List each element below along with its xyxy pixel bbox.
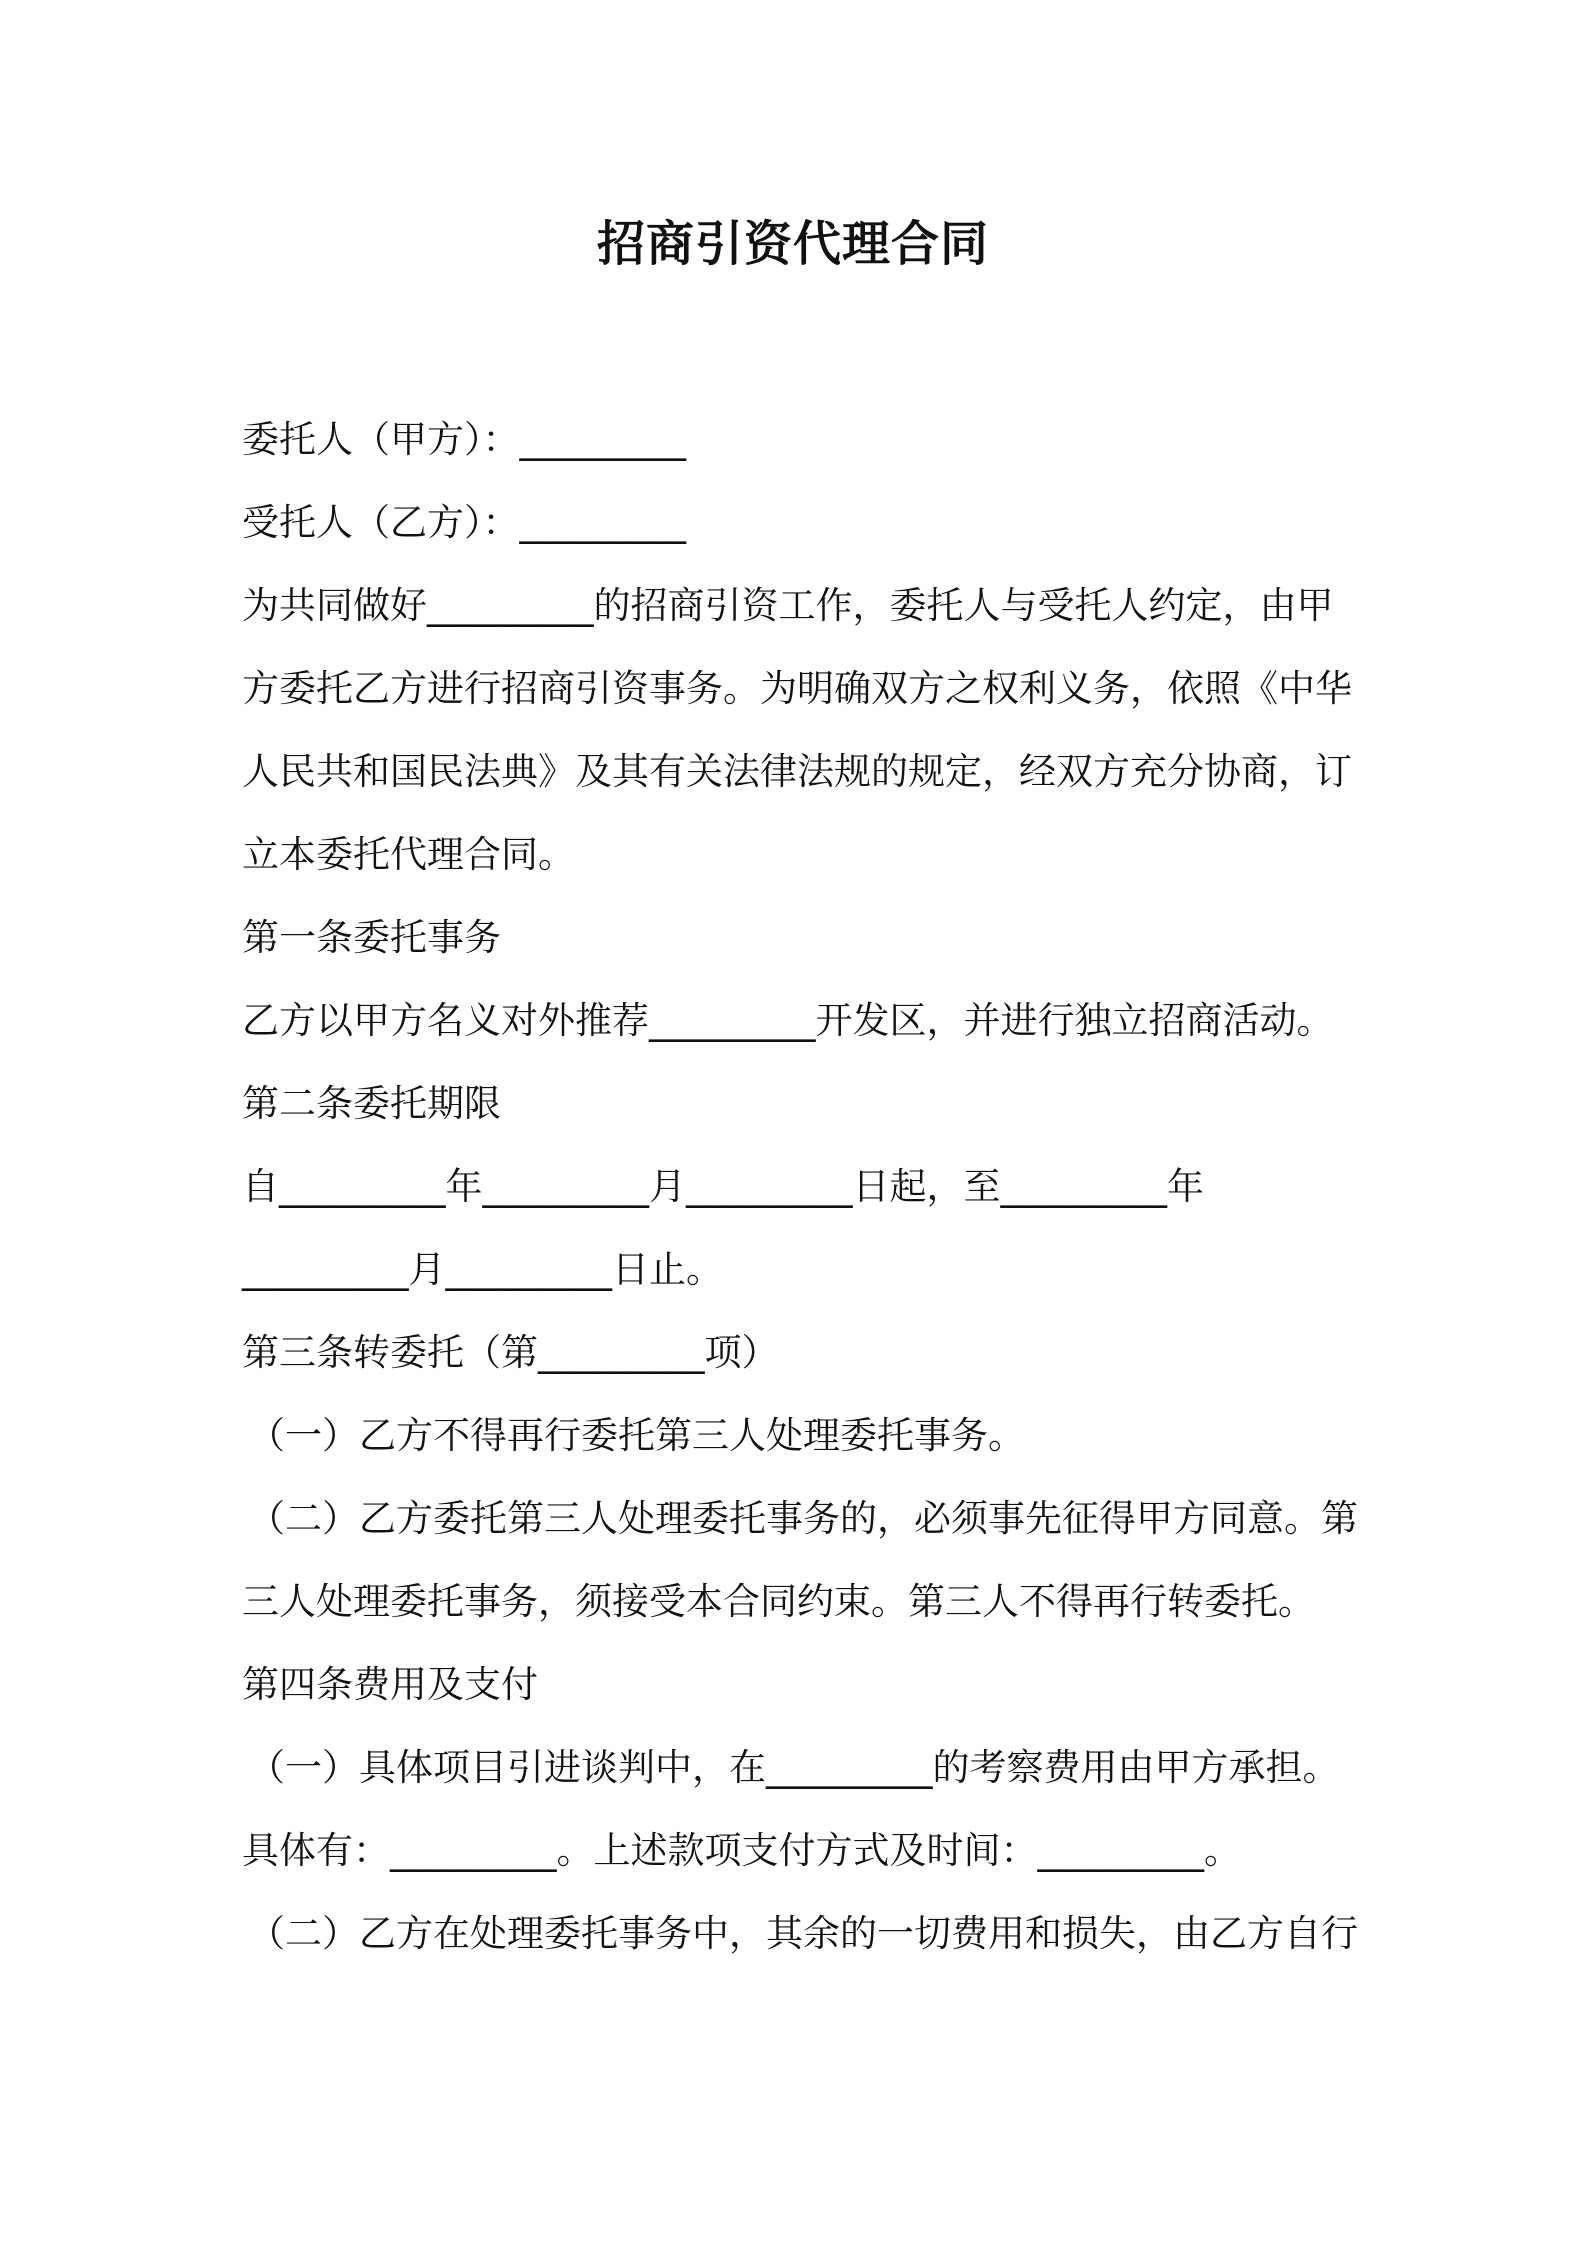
preamble-line-3: 人民共和国民法典》及其有关法律法规的规定，经双方充分协商，订 (242, 750, 1352, 793)
party-a-line: 委托人（甲方）：_________ (242, 418, 686, 461)
article-2-heading: 第二条委托期限 (242, 1082, 501, 1125)
article-3-item-2-line-2: 三人处理委托事务，须接受本合同约束。第三人不得再行转委托。 (242, 1580, 1315, 1623)
article-2-body-2: _________月_________日止。 (242, 1248, 723, 1291)
party-b-line: 受托人（乙方）：_________ (242, 501, 686, 544)
article-3-item-1: （一）乙方不得再行委托第三人处理委托事务。 (248, 1414, 1025, 1457)
article-1-body: 乙方以甲方名义对外推荐_________开发区，并进行独立招商活动。 (242, 999, 1334, 1042)
article-4-item-2-line-1: （二）乙方在处理委托事务中，其余的一切费用和损失，由乙方自行 (248, 1912, 1358, 1955)
article-4-item-1-line-1: （一）具体项目引进谈判中，在_________的考察费用由甲方承担。 (248, 1746, 1340, 1789)
preamble-line-1: 为共同做好_________的招商引资工作，委托人与受托人约定，由甲 (242, 584, 1334, 627)
article-1-heading: 第一条委托事务 (242, 916, 501, 959)
article-3-heading: 第三条转委托（第_________项） (242, 1331, 779, 1374)
article-4-item-1-line-2: 具体有：_________。上述款项支付方式及时间：_________。 (242, 1829, 1241, 1872)
preamble-line-2: 方委托乙方进行招商引资事务。为明确双方之权利义务，依照《中华 (242, 667, 1352, 710)
article-3-item-2-line-1: （二）乙方委托第三人处理委托事务的，必须事先征得甲方同意。第 (248, 1497, 1358, 1540)
article-4-heading: 第四条费用及支付 (242, 1663, 538, 1706)
preamble-line-4: 立本委托代理合同。 (242, 833, 575, 876)
document-title: 招商引资代理合同 (596, 216, 989, 272)
article-2-body-1: 自_________年_________月_________日起，至_________年 (242, 1165, 1204, 1208)
